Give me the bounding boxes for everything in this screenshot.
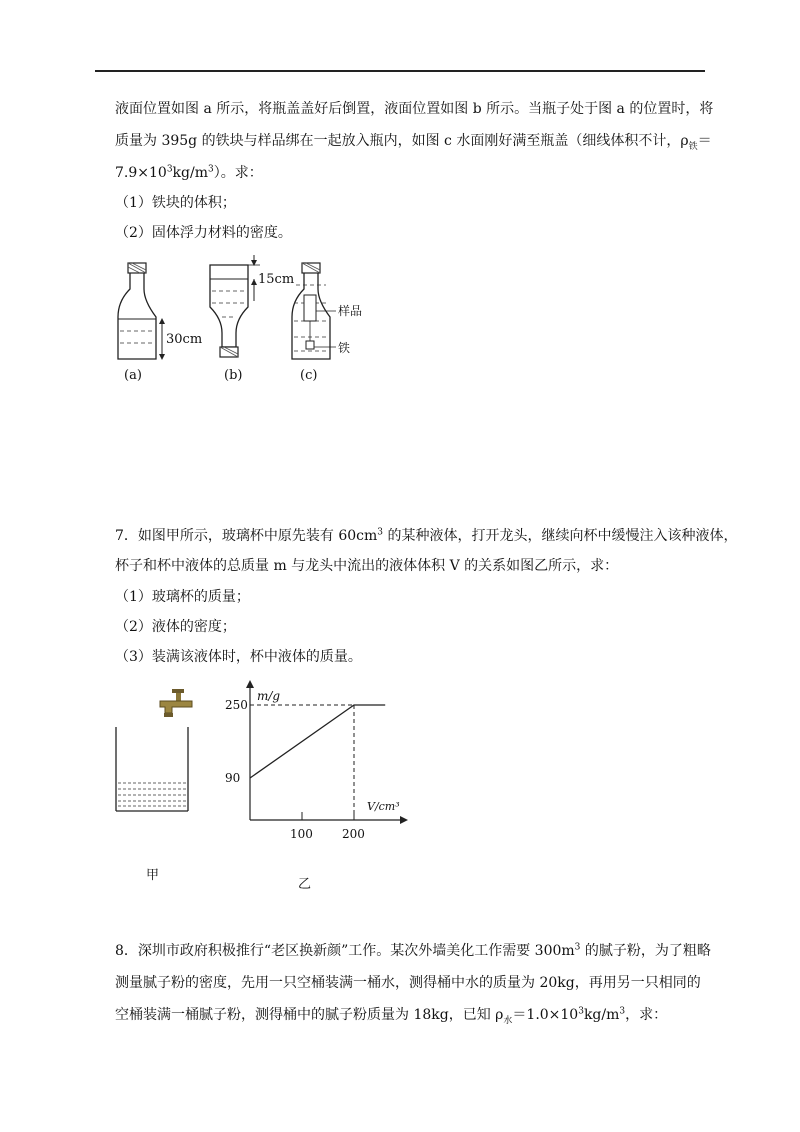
label-15cm: 15cm — [258, 272, 295, 287]
caption-jia: 甲 — [146, 868, 160, 883]
q7-sub-1: （1）玻璃杯的质量； — [115, 589, 250, 605]
caption-a: (a) — [124, 368, 142, 383]
label-iron: 铁 — [338, 341, 351, 355]
caption-b: (b) — [224, 368, 243, 383]
q7-line-2: 杯子和杯中液体的总质量 m 与龙头中流出的液体体积 V 的关系如图乙所示，求： — [115, 558, 619, 574]
faucet-icon — [160, 689, 192, 717]
bottle-b — [210, 255, 294, 357]
q8-line-1: 8．深圳市政府积极推行“老区换新颜”工作。某次外墙美化工作需要 $300m^3$ 的腻子粉，为了粗略 — [115, 942, 711, 959]
q7-line-1: 7．如图甲所示，玻璃杯中原先装有 $60cm^3$ 的某种液体，打开龙头，继续向杯中缓慢注入该种液体， — [115, 527, 738, 544]
glass-cup — [116, 727, 188, 811]
mass-volume-chart — [215, 680, 415, 840]
y-tick-label: 90 — [225, 771, 241, 785]
x-tick-label: 100 — [290, 827, 313, 840]
q7-sub-2: （2）液体的密度； — [115, 619, 236, 635]
header-rule — [95, 70, 705, 72]
bottle-c — [292, 263, 362, 359]
q6-line-3: $7.9\times 10^3kg/m^3$）。求： — [115, 164, 263, 181]
q6-sub-1: （1）铁块的体积； — [115, 195, 236, 211]
x-axis-label: V/cm³ — [367, 800, 400, 813]
label-sample: 样品 — [338, 304, 363, 318]
faucet-cup-figure — [110, 685, 210, 825]
y-tick-label: 250 — [225, 698, 248, 712]
y-axis-label: m/g — [257, 689, 281, 703]
caption-c: (c) — [300, 368, 318, 383]
q8-line-3: 空桶装满一桶腻子粉，测得桶中的腻子粉质量为 18kg，已知 $\rho_水=1.0\times 10^3kg/m^3$，求： — [115, 1006, 668, 1026]
q7-sub-3: （3）装满该液体时，杯中液体的质量。 — [115, 649, 362, 665]
bottle-figure — [110, 255, 380, 390]
mass-volume-line — [250, 705, 385, 778]
bottle-a — [118, 263, 202, 360]
label-30cm: 30cm — [166, 332, 203, 347]
q6-line-1: 液面位置如图 a 所示，将瓶盖盖好后倒置，液面位置如图 b 所示。当瓶子处于图 a 的位置时，将 — [115, 101, 714, 117]
q8-line-2: 测量腻子粉的密度，先用一只空桶装满一桶水，测得桶中水的质量为 20kg，再用另一只相同的 — [115, 975, 701, 991]
q6-sub-2: （2）固体浮力材料的密度。 — [115, 225, 292, 241]
y-axis-arrow — [246, 680, 254, 688]
caption-yi: 乙 — [298, 877, 312, 892]
q6-line-2: 质量为 395g 的铁块与样品绑在一起放入瓶内，如图 c 水面刚好满至瓶盖（细线体积不计，$\rho_铁=$ — [115, 133, 712, 152]
x-tick-label: 200 — [342, 827, 365, 840]
x-axis-arrow — [400, 816, 408, 824]
